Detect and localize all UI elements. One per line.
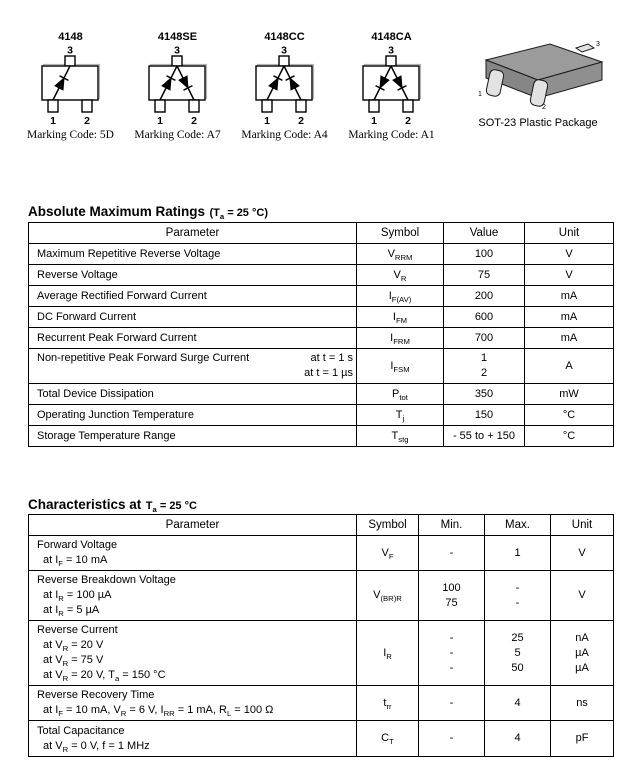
pin-2-label: 2 bbox=[84, 115, 90, 127]
col-header-symbol: Symbol bbox=[357, 223, 444, 244]
col-header-symbol: Symbol bbox=[357, 515, 419, 536]
amr-row-tj bbox=[29, 405, 614, 426]
symbol-cell: $I_R$ bbox=[357, 621, 419, 686]
parameter-cell: Average Rectified Forward Current bbox=[29, 286, 357, 307]
pin-2-label: 2 bbox=[191, 115, 197, 127]
char-row-trr bbox=[29, 686, 614, 721]
parameter-cell bbox=[29, 721, 357, 757]
parameter-cell: Operating Junction Temperature bbox=[29, 405, 357, 426]
pin-3-label: 3 bbox=[174, 44, 180, 57]
unit-cell: mW bbox=[525, 384, 614, 405]
package-pin-3-label: 3 bbox=[596, 41, 600, 48]
pinout-diagram-common-anode bbox=[339, 44, 444, 128]
symbol-cell: $V_{RRM}$ bbox=[357, 244, 444, 265]
symbol-cell: $T_{stg}$ bbox=[357, 426, 444, 447]
max-cell: 25 5 50 bbox=[485, 621, 551, 686]
pin-3-label: 3 bbox=[67, 44, 73, 57]
amr-row-tstg bbox=[29, 426, 614, 447]
device-name: 4148SE bbox=[157, 31, 198, 43]
parameter-name: Total Capacitance bbox=[37, 724, 125, 737]
symbol-cell: $V_{(BR)R}$ bbox=[357, 571, 419, 621]
max-cell: 4 bbox=[485, 721, 551, 757]
device-4148ca bbox=[339, 30, 444, 141]
pin-3-label: 3 bbox=[388, 44, 394, 57]
characteristics-table bbox=[28, 514, 614, 757]
amr-row-ifm bbox=[29, 307, 614, 328]
package-pin-2-label: 2 bbox=[542, 104, 546, 110]
col-header-parameter: Parameter bbox=[29, 223, 357, 244]
unit-cell: °C bbox=[525, 405, 614, 426]
parameter-conditions: at $I_F = 10$ mA, $V_R = 6$ V, $I_{RR} = 1$ mA, $R_L = 100$ Ω bbox=[43, 704, 274, 719]
pin-1-label: 1 bbox=[371, 115, 377, 127]
pin-1-label: 1 bbox=[264, 115, 270, 127]
pinout-diagram-series bbox=[125, 44, 230, 128]
device-name: 4148CC bbox=[264, 31, 305, 43]
parameter-cell: Maximum Repetitive Reverse Voltage bbox=[29, 244, 357, 265]
parameter-cell: Storage Temperature Range bbox=[29, 426, 357, 447]
value-cell: 700 bbox=[444, 328, 525, 349]
pin-2-label: 2 bbox=[405, 115, 411, 127]
min-cell: - bbox=[419, 536, 485, 571]
package-pin-1-label: 1 bbox=[478, 91, 482, 98]
unit-cell: V bbox=[525, 265, 614, 286]
unit-cell: °C bbox=[525, 426, 614, 447]
amr-header-row bbox=[29, 223, 614, 244]
amr-row-ifav bbox=[29, 286, 614, 307]
parameter-cell: Reverse Voltage bbox=[29, 265, 357, 286]
unit-cell: V bbox=[525, 244, 614, 265]
parameter-conditions: at t = 1 s at t = 1 µs bbox=[304, 352, 353, 379]
device-name: 4148CA bbox=[371, 31, 412, 43]
amr-row-ifsm bbox=[29, 349, 614, 384]
parameter-conditions: at $I_F = 10$ mA bbox=[43, 554, 108, 569]
unit-cell: A bbox=[525, 349, 614, 384]
col-header-min: Min. bbox=[419, 515, 485, 536]
marking-code: Marking Code: A4 bbox=[241, 129, 328, 141]
parameter-name: Forward Voltage bbox=[37, 539, 118, 551]
marking-code: Marking Code: A1 bbox=[348, 129, 435, 141]
value-cell: 100 bbox=[444, 244, 525, 265]
package-drawing-block bbox=[452, 36, 624, 129]
col-header-value: Value bbox=[444, 223, 525, 244]
min-cell: - - - bbox=[419, 621, 485, 686]
amr-row-ptot bbox=[29, 384, 614, 405]
min-cell: - bbox=[419, 721, 485, 757]
value-cell: 200 bbox=[444, 286, 525, 307]
parameter-cell: Total Device Dissipation bbox=[29, 384, 357, 405]
device-4148se bbox=[125, 30, 230, 141]
device-name: 4148 bbox=[58, 31, 83, 43]
amr-row-vrrm bbox=[29, 244, 614, 265]
unit-cell: mA bbox=[525, 328, 614, 349]
amr-title: Absolute Maximum Ratings bbox=[28, 204, 206, 219]
amr-section-title bbox=[28, 203, 268, 221]
symbol-cell: $I_{FM}$ bbox=[357, 307, 444, 328]
unit-cell: mA bbox=[525, 286, 614, 307]
pin-1-label: 1 bbox=[50, 115, 56, 127]
unit-cell: mA bbox=[525, 307, 614, 328]
parameter-name: Reverse Breakdown Voltage bbox=[37, 574, 176, 586]
parameter-name: Reverse Recovery Time bbox=[37, 689, 155, 701]
pin-2-label: 2 bbox=[298, 115, 304, 127]
char-row-vf bbox=[29, 536, 614, 571]
symbol-cell: $P_{tot}$ bbox=[357, 384, 444, 405]
pin-1-label: 1 bbox=[157, 115, 163, 127]
parameter-name: Reverse Current bbox=[37, 624, 118, 636]
amr-row-ifrm bbox=[29, 328, 614, 349]
min-cell: 100 75 bbox=[419, 571, 485, 621]
symbol-cell: $V_R$ bbox=[357, 265, 444, 286]
device-4148cc bbox=[232, 30, 337, 141]
max-cell: 1 bbox=[485, 536, 551, 571]
parameter-cell: DC Forward Current bbox=[29, 307, 357, 328]
max-cell: - - bbox=[485, 571, 551, 621]
pinout-diagram-single bbox=[18, 44, 123, 128]
marking-code: Marking Code: 5D bbox=[27, 129, 114, 141]
symbol-cell: $V_F$ bbox=[357, 536, 419, 571]
char-title-condition: $T_a = 25$ °C bbox=[145, 500, 197, 515]
pinout-diagram-common-cathode bbox=[232, 44, 337, 128]
value-cell: 1 2 bbox=[444, 349, 525, 384]
col-header-parameter: Parameter bbox=[29, 515, 357, 536]
unit-cell: pF bbox=[551, 721, 614, 757]
char-header-row bbox=[29, 515, 614, 536]
value-cell: 150 bbox=[444, 405, 525, 426]
amr-row-vr bbox=[29, 265, 614, 286]
symbol-cell: $I_{F(AV)}$ bbox=[357, 286, 444, 307]
unit-cell: nA µA µA bbox=[551, 621, 614, 686]
col-header-max: Max. bbox=[485, 515, 551, 536]
pin-3-label: 3 bbox=[281, 44, 287, 57]
unit-cell: ns bbox=[551, 686, 614, 721]
char-row-ct bbox=[29, 721, 614, 757]
value-cell: 350 bbox=[444, 384, 525, 405]
device-4148 bbox=[18, 30, 123, 141]
col-header-unit: Unit bbox=[551, 515, 614, 536]
marking-code: Marking Code: A7 bbox=[134, 129, 221, 141]
col-header-unit: Unit bbox=[525, 223, 614, 244]
absolute-maximum-ratings-table bbox=[28, 222, 614, 447]
unit-cell: V bbox=[551, 536, 614, 571]
parameter-cell bbox=[29, 686, 357, 721]
parameter-conditions: at $I_R = 100$ µA at $I_R = 5$ µA bbox=[43, 589, 112, 619]
sot23-package-image bbox=[458, 36, 618, 110]
parameter-cell bbox=[29, 536, 357, 571]
max-cell: 4 bbox=[485, 686, 551, 721]
parameter-name: Non-repetitive Peak Forward Surge Current bbox=[37, 352, 250, 364]
symbol-cell: $C_T$ bbox=[357, 721, 419, 757]
value-cell: 75 bbox=[444, 265, 525, 286]
char-row-ir bbox=[29, 621, 614, 686]
char-row-vbr bbox=[29, 571, 614, 621]
symbol-cell: $t_{rr}$ bbox=[357, 686, 419, 721]
parameter-conditions: at $V_R = 20$ V at $V_R = 75$ V at $V_R = 20$ V, $T_a = 150$ °C bbox=[43, 639, 166, 684]
value-cell: 600 bbox=[444, 307, 525, 328]
amr-title-condition: ($T_a = 25$ °C) bbox=[209, 207, 268, 222]
unit-cell: V bbox=[551, 571, 614, 621]
char-title: Characteristics at bbox=[28, 497, 142, 512]
parameter-cell bbox=[29, 571, 357, 621]
parameter-cell: Recurrent Peak Forward Current bbox=[29, 328, 357, 349]
min-cell: - bbox=[419, 686, 485, 721]
parameter-conditions: at $V_R = 0$ V, f = 1 MHz bbox=[43, 739, 150, 754]
package-caption: SOT-23 Plastic Package bbox=[478, 117, 598, 129]
symbol-cell: $I_{FSM}$ bbox=[357, 349, 444, 384]
parameter-cell bbox=[29, 349, 357, 384]
char-section-title bbox=[28, 496, 197, 514]
parameter-cell bbox=[29, 621, 357, 686]
symbol-cell: $T_j$ bbox=[357, 405, 444, 426]
value-cell: - 55 to + 150 bbox=[444, 426, 525, 447]
symbol-cell: $I_{FRM}$ bbox=[357, 328, 444, 349]
